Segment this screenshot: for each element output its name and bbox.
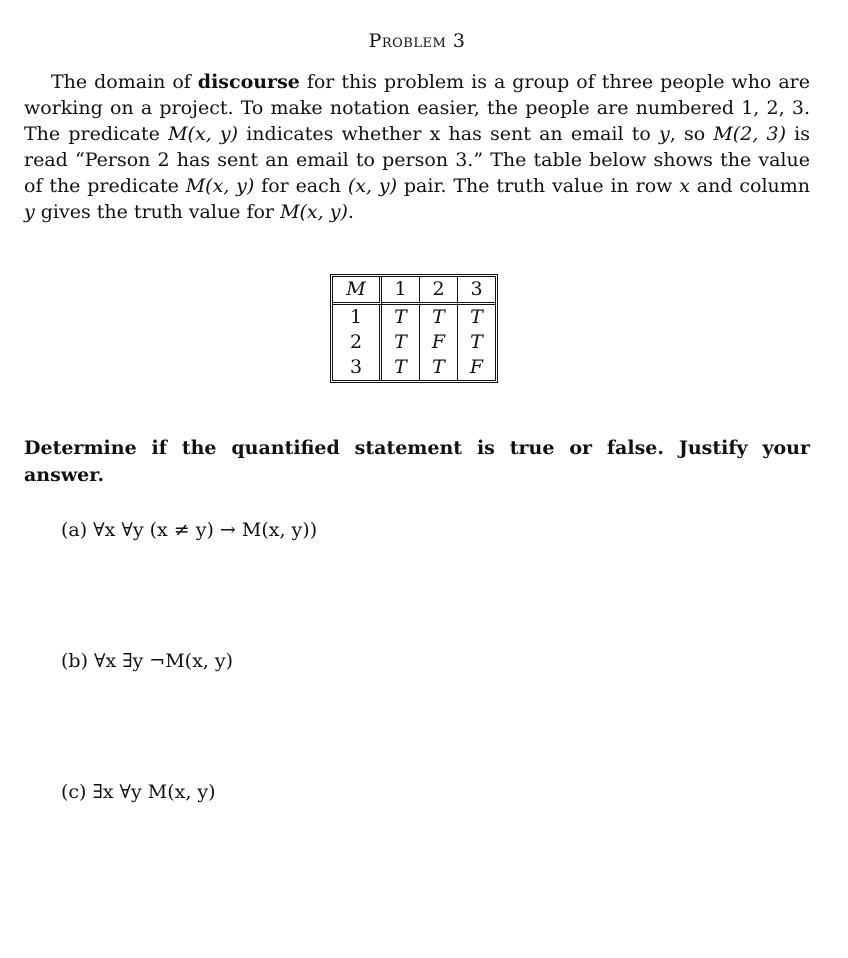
part-label: (c) xyxy=(61,781,87,803)
table-cell: F xyxy=(469,356,484,378)
column-header: 2 xyxy=(420,277,458,305)
quantified-statement: ∀x ∃y ¬M(x, y) xyxy=(94,650,234,672)
table-cell: T xyxy=(420,355,458,380)
problem-description: The domain of discourse for this problem is a group of three people who are working on a project. To make notation easier, the people are numbered 1, 2, 3. The predicate M(x, y) indicates whether x has sent an email to y, so M(2, 3) is read “Person 2 has sent an email to person 3.” The table below shows the value of the predicate M(x, y) for each (x, y) pair. The truth value in row x and column y gives the truth value for M(x, y). xyxy=(24,71,811,223)
quantified-statement: ∃x ∀y M(x, y) xyxy=(92,781,216,803)
table-corner: M xyxy=(333,277,382,305)
table-row xyxy=(333,330,495,355)
table-cell: T xyxy=(382,355,420,380)
truth-table-wrapper xyxy=(330,274,504,383)
column-header: 1 xyxy=(382,277,420,305)
part-a xyxy=(61,519,317,541)
column-header: 3 xyxy=(458,277,495,305)
part-label: (b) xyxy=(61,650,88,672)
part-label: (a) xyxy=(61,519,88,541)
quantified-statement: ∀x ∀y (x ≠ y) → M(x, y)) xyxy=(93,519,318,541)
row-header: 1 xyxy=(333,305,382,330)
truth-table xyxy=(330,274,498,383)
table-cell: T xyxy=(470,331,483,353)
table-row xyxy=(333,355,495,380)
table-cell: T xyxy=(420,305,458,330)
part-c xyxy=(61,781,216,803)
row-header: 3 xyxy=(333,355,382,380)
table-row xyxy=(333,305,495,330)
bold-term: discourse xyxy=(197,71,300,93)
row-header: 2 xyxy=(333,330,382,355)
table-header-row xyxy=(333,277,495,305)
table-cell: T xyxy=(382,305,420,330)
instructions: Determine if the quantified statement is true or false. Justify your answer. xyxy=(24,437,810,486)
table-cell: T xyxy=(382,330,420,355)
table-cell: F xyxy=(420,330,458,355)
problem-title: Problem 3 xyxy=(368,30,466,52)
table-cell: T xyxy=(470,306,483,328)
part-b xyxy=(61,650,233,672)
